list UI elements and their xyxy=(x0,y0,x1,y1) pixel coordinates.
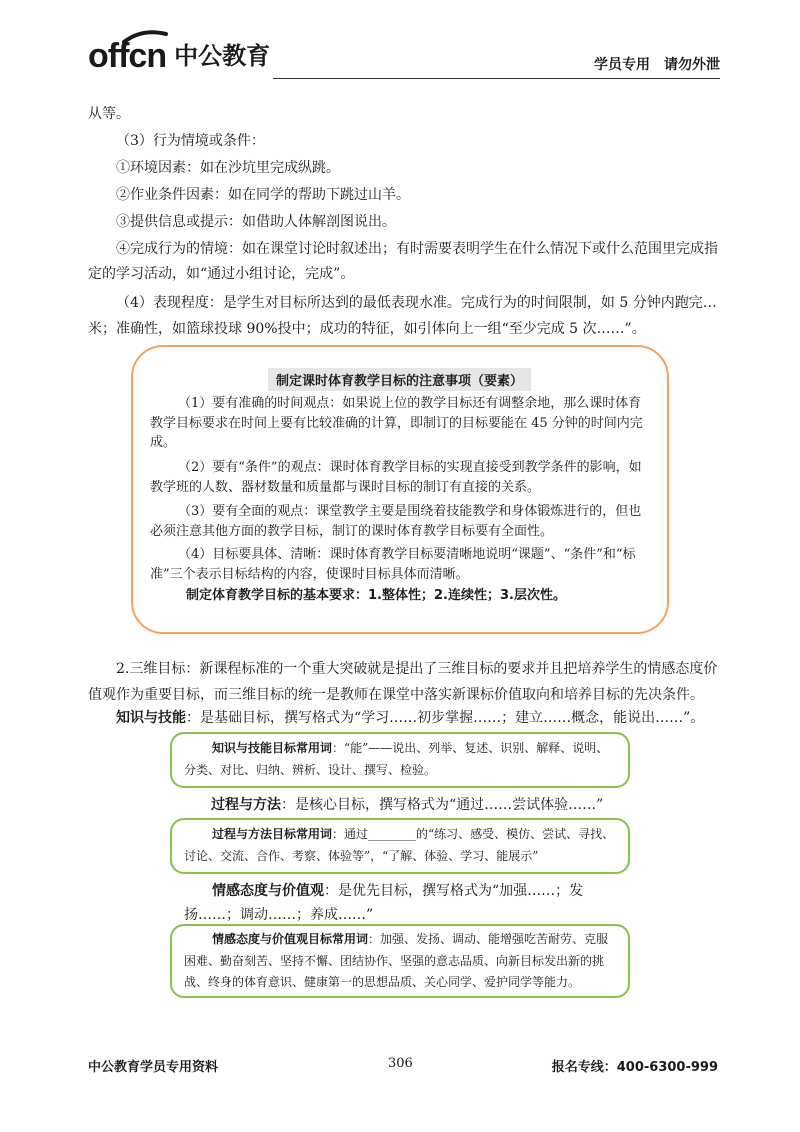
page-number: 306 xyxy=(388,1056,413,1071)
knowledge-verbs-list: ：“能”——说出、列举、复述、识别、解释、说明、分类、对比、归纳、辨析、设计、撰写、检验。 xyxy=(184,741,609,777)
three-dim-intro: 2.三维目标：新课程标准的一个重大突破就是提出了三维目标的要求并且把培养学生的情感态度价值观作为重要目标，而三维目标的统一是教师在课堂中落实新课标价值取向和培养目标的先决条件。 xyxy=(88,661,718,703)
emotion-line xyxy=(184,879,624,927)
offcn-logo xyxy=(88,38,270,74)
knowledge-label: 知识与技能 xyxy=(116,710,186,726)
process-verbs-text xyxy=(184,823,616,867)
notes-item-2: （2）要有“条件”的观点：课时体育教学目标的实现直接受到教学条件的影响，如教学班的人数、器材数量和质量都与课时目标的制订有直接的关系。 xyxy=(150,460,642,495)
header-confidential-note: 学员专用 请勿外泄 xyxy=(594,57,720,73)
notes-item-4: （4）目标要具体、清晰：课时体育教学目标要清晰地说明“课题”、“条件”和“标准”三个表示目标结构的内容，使课时目标具体而清晰。 xyxy=(150,547,636,582)
section-3-item-4: ④完成行为的情境：如在课堂讨论时叙述出；有时需要表明学生在什么情况下或什么范围里完成指定的学习活动，如“通过小组讨论，完成”。 xyxy=(88,241,718,282)
logo-latin-text: offcn xyxy=(88,37,167,75)
section-3-item-1: ①环境因素：如在沙坑里完成纵跳。 xyxy=(116,160,340,176)
emotion-label: 情感态度与价值观 xyxy=(212,883,324,899)
knowledge-verbs-label: 知识与技能目标常用词 xyxy=(212,741,333,755)
knowledge-line xyxy=(88,708,718,728)
process-verbs-label: 过程与方法目标常用词 xyxy=(212,827,333,841)
section-4-paragraph: （4）表现程度：是学生对目标所达到的最低表现水准。完成行为的时间限制，如 5 分钟内跑完…米；准确性，如篮球投球 90%投中；成功的特征，如引体向上一组“至少完成 5 次……”。 xyxy=(88,295,717,337)
notes-item-3: （3）要有全面的观点：课堂教学主要是围绕着技能教学和身体锻炼进行的，但也必须注意其他方面的教学目标，制订的课时体育教学目标要有全面性。 xyxy=(150,504,642,539)
emotion-text: ：是优先目标，撰写格式为“加强……；发扬……；调动……；养成……” xyxy=(184,883,584,923)
knowledge-verbs-text xyxy=(184,737,616,781)
process-label: 过程与方法 xyxy=(211,797,281,813)
process-text: ：是核心目标，撰写格式为“通过……尝试体验……” xyxy=(281,797,604,813)
logo-swoosh-icon xyxy=(122,30,168,44)
emotion-verbs-list: ：加强、发扬、调动、能增强吃苦耐劳、克服困难、勤奋刻苦、坚持不懈、团结协作、坚强的意志品质、向新目标发出新的挑战、终身的体育意识、健康第一的思想品质、关心同学、爱护同学等能力。 xyxy=(184,932,609,989)
process-line xyxy=(211,795,721,815)
section-3-item-3: ③提供信息或提示：如借助人体解剖图说出。 xyxy=(116,214,396,230)
notes-summary: 制定体育教学目标的基本要求：1.整体性；2.连续性；3.层次性。 xyxy=(186,588,566,603)
footer-left-text: 中公教育学员专用资料 xyxy=(88,1060,219,1075)
page-header xyxy=(88,38,720,80)
header-divider xyxy=(273,78,720,79)
process-verbs-list: ：通过________的“练习、感受、模仿、尝试、寻找、讨论、交流、合作、考察、体验等”，“了解、体验、学习、能展示” xyxy=(184,827,615,863)
notes-item-1: （1）要有准确的时间观点：如果说上位的教学目标还有调整余地，那么课时体育教学目标要求在时间上要有比较准确的计算，即制订的目标要能在 45 分钟的时间内完成。 xyxy=(150,396,643,450)
emotion-verbs-text xyxy=(184,929,616,994)
section-3-item-2: ②作业条件因素：如在同学的帮助下跳过山羊。 xyxy=(116,187,410,203)
logo-chinese-text: 中公教育 xyxy=(174,42,271,70)
knowledge-text: ：是基础目标，撰写格式为“学习……初步掌握……；建立……概念，能说出……”。 xyxy=(186,710,705,726)
notes-box-title: 制定课时体育教学目标的注意事项（要素） xyxy=(268,368,531,391)
emotion-verbs-label: 情感态度与价值观目标常用词 xyxy=(212,932,369,946)
footer-hotline: 报名专线：400-6300-999 xyxy=(551,1060,718,1075)
section-3-heading: （3）行为情境或条件： xyxy=(116,133,265,149)
paragraph-continued: 从等。 xyxy=(88,106,130,122)
